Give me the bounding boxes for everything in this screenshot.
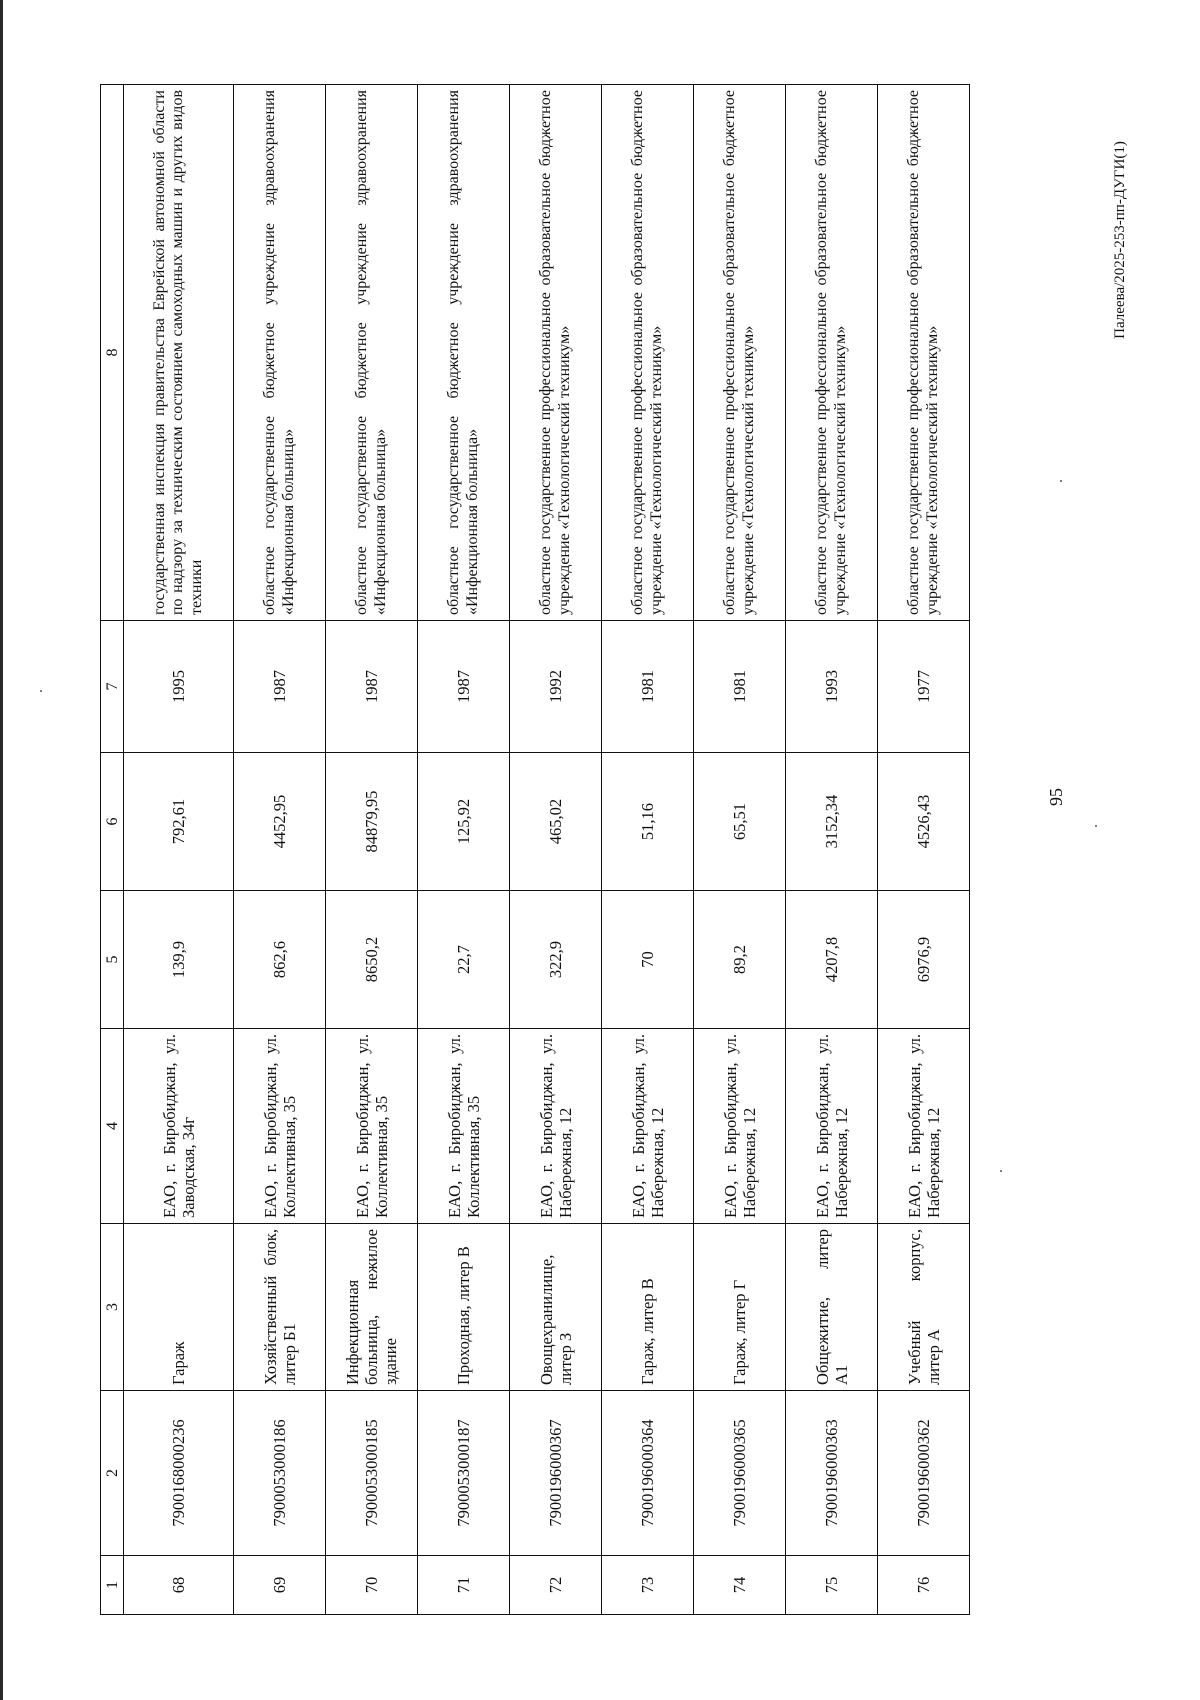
row-number: 73 — [602, 1556, 694, 1615]
header-row — [101, 85, 124, 1615]
row-number: 75 — [786, 1556, 878, 1615]
rights-holder: областное государственное профессиональное образовательное бюджетное учреждение «Технологический техникум» — [510, 85, 602, 621]
object-name: Проходная, литер В — [418, 1224, 510, 1391]
cadastral-number: 7900196000362 — [878, 1391, 970, 1556]
object-year: 1987 — [418, 621, 510, 753]
object-name: Общежитие, литер А1 — [786, 1224, 878, 1391]
object-year: 1981 — [602, 621, 694, 753]
column-header: 5 — [101, 891, 124, 1029]
object-area: 22,7 — [418, 891, 510, 1029]
scan-page-edge — [0, 0, 3, 1700]
column-header: 7 — [101, 621, 124, 753]
object-area: 70 — [602, 891, 694, 1029]
cadastral-number: 7900196000364 — [602, 1391, 694, 1556]
object-value: 792,61 — [124, 753, 234, 891]
table-row — [602, 85, 694, 1615]
object-value: 3152,34 — [786, 753, 878, 891]
object-area: 6976,9 — [878, 891, 970, 1029]
row-number: 74 — [694, 1556, 786, 1615]
object-year: 1987 — [326, 621, 418, 753]
object-address: ЕАО, г. Биробиджан, ул. Коллективная, 35 — [234, 1029, 326, 1224]
object-address: ЕАО, г. Биробиджан, ул. Коллективная, 35 — [418, 1029, 510, 1224]
object-year: 1993 — [786, 621, 878, 753]
rights-holder: областное государственное профессиональное образовательное бюджетное учреждение «Технологический техникум» — [694, 85, 786, 621]
cadastral-number: 7900196000367 — [510, 1391, 602, 1556]
object-area: 89,2 — [694, 891, 786, 1029]
row-number: 68 — [124, 1556, 234, 1615]
object-value: 51,16 — [602, 753, 694, 891]
object-area: 4207,8 — [786, 891, 878, 1029]
object-value: 465,02 — [510, 753, 602, 891]
rights-holder: областное государственное бюджетное учреждение здравоохранения «Инфекционная больница» — [326, 85, 418, 621]
scan-speck — [40, 690, 42, 692]
object-address: ЕАО, г. Биробиджан, ул. Набережная, 12 — [602, 1029, 694, 1224]
object-area: 8650,2 — [326, 891, 418, 1029]
object-name: Гараж — [124, 1224, 234, 1391]
rights-holder: областное государственное бюджетное учреждение здравоохранения «Инфекционная больница» — [234, 85, 326, 621]
object-area: 862,6 — [234, 891, 326, 1029]
cadastral-number: 7900053000186 — [234, 1391, 326, 1556]
object-value: 4452,95 — [234, 753, 326, 891]
document-footer-code: Палеева/2025-253-пп-ДУГИ(1) — [1112, 141, 1128, 339]
row-number: 71 — [418, 1556, 510, 1615]
object-address: ЕАО, г. Биробиджан, ул. Заводская, 34г — [124, 1029, 234, 1224]
object-area: 322,9 — [510, 891, 602, 1029]
cadastral-number: 7900053000187 — [418, 1391, 510, 1556]
page-number: 95 — [1046, 788, 1066, 806]
table-row — [234, 85, 326, 1615]
column-header: 4 — [101, 1029, 124, 1224]
column-header: 6 — [101, 753, 124, 891]
rights-holder: областное государственное бюджетное учреждение здравоохранения «Инфекционная больница» — [418, 85, 510, 621]
object-area: 139,9 — [124, 891, 234, 1029]
rights-holder: областное государственное профессиональное образовательное бюджетное учреждение «Технологический техникум» — [786, 85, 878, 621]
object-name: Учебный корпус, литер А — [878, 1224, 970, 1391]
row-number: 72 — [510, 1556, 602, 1615]
object-name: Хозяйственный блок, литер Б1 — [234, 1224, 326, 1391]
column-header: 8 — [101, 85, 124, 621]
object-name: Гараж, литер Г — [694, 1224, 786, 1391]
table-row — [510, 85, 602, 1615]
object-value: 4526,43 — [878, 753, 970, 891]
object-year: 1987 — [234, 621, 326, 753]
object-address: ЕАО, г. Биробиджан, ул. Набережная, 12 — [786, 1029, 878, 1224]
object-name: Овощехранилище, литер З — [510, 1224, 602, 1391]
object-year: 1977 — [878, 621, 970, 753]
object-year: 1995 — [124, 621, 234, 753]
object-name: Гараж, литер В — [602, 1224, 694, 1391]
object-name: Инфекционная больница, нежилое здание — [326, 1224, 418, 1391]
object-value: 84879,95 — [326, 753, 418, 891]
rights-holder: областное государственное профессиональное образовательное бюджетное учреждение «Технологический техникум» — [878, 85, 970, 621]
cadastral-number: 7900196000365 — [694, 1391, 786, 1556]
column-header: 1 — [101, 1556, 124, 1615]
cadastral-number: 7900168000236 — [124, 1391, 234, 1556]
cadastral-number: 7900196000363 — [786, 1391, 878, 1556]
object-address: ЕАО, г. Биробиджан, ул. Набережная, 12 — [694, 1029, 786, 1224]
object-address: ЕАО, г. Биробиджан, ул. Коллективная, 35 — [326, 1029, 418, 1224]
row-number: 70 — [326, 1556, 418, 1615]
cadastral-number: 7900053000185 — [326, 1391, 418, 1556]
column-header: 2 — [101, 1391, 124, 1556]
rights-holder: государственная инспекция правительства Еврейской автономной области по надзору за техническим состоянием самоходных машин и других видов техники — [124, 85, 234, 621]
registry-table — [100, 84, 970, 1615]
table-row — [694, 85, 786, 1615]
table-row — [326, 85, 418, 1615]
table-row — [418, 85, 510, 1615]
object-year: 1992 — [510, 621, 602, 753]
row-number: 76 — [878, 1556, 970, 1615]
object-value: 125,92 — [418, 753, 510, 891]
table-row — [786, 85, 878, 1615]
column-header: 3 — [101, 1224, 124, 1391]
object-value: 65,51 — [694, 753, 786, 891]
object-year: 1981 — [694, 621, 786, 753]
rights-holder: областное государственное профессиональное образовательное бюджетное учреждение «Технологический техникум» — [602, 85, 694, 621]
table-row — [878, 85, 970, 1615]
object-address: ЕАО, г. Биробиджан, ул. Набережная, 12 — [510, 1029, 602, 1224]
table-row — [124, 85, 234, 1615]
row-number: 69 — [234, 1556, 326, 1615]
registry-table-rotated — [100, 85, 1100, 1615]
object-address: ЕАО, г. Биробиджан, ул. Набережная, 12 — [878, 1029, 970, 1224]
